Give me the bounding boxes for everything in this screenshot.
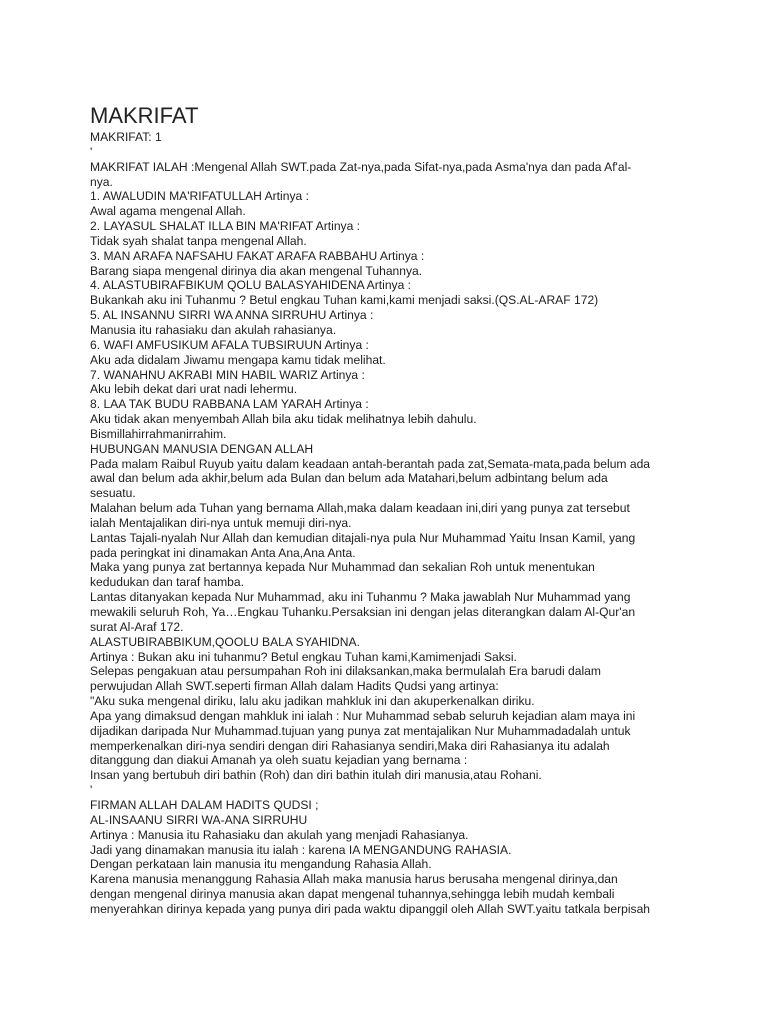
text-line: Apa yang dimaksud dengan mahkluk ini ialah : Nur Muhammad sebab seluruh kejadian alam maya ini (90, 708, 636, 723)
text-line: 5. AL INSANNU SIRRI WA ANNA SIRRUHU Artinya : (90, 308, 374, 323)
text-line: Lantas ditanyakan kepada Nur Muhammad, aku ini Tuhanmu ? Maka jawablah Nur Muhammad yang (90, 590, 631, 605)
text-line: awal dan belum ada akhir,belum ada Bulan dan belum ada Matahari,belum adbintang belum ada (90, 471, 608, 486)
text-line: Maka yang punya zat bertannya kepada Nur Muhammad dan sekalian Roh untuk menentukan (90, 560, 595, 575)
text-line: Jadi yang dinamakan manusia itu ialah : karena IA MENGANDUNG RAHASIA. (90, 842, 512, 857)
text-line: Aku lebih dekat dari urat nadi lehermu. (90, 382, 298, 397)
text-line: Bukankah aku ini Tuhanmu ? Betul engkau Tuhan kami,kami menjadi saksi.(QS.AL-ARAF 172) (90, 293, 599, 308)
text-line: 7. WANAHNU AKRABI MIN HABIL WARIZ Artinya : (90, 367, 365, 382)
text-line: FIRMAN ALLAH DALAM HADITS QUDSI ; (90, 797, 319, 812)
text-line: Bismillahirrahmanirrahim. (90, 426, 227, 441)
text-line: Tidak syah shalat tanpa mengenal Allah. (90, 233, 307, 248)
text-line: dijadikan daripada Nur Muhammad.tujuan yang punya zat mentajalikan Nur Muhammadadalah untuk (90, 723, 631, 738)
text-line: 8. LAA TAK BUDU RABBANA LAM YARAH Artinya : (90, 397, 369, 412)
text-line: Barang siapa mengenal dirinya dia akan mengenal Tuhannya. (90, 263, 423, 278)
text-line: memperkenalkan diri-nya sendiri dengan diri Rahasianya sendiri,Maka diri Rahasianya itu adalah (90, 738, 610, 753)
text-line: menyerahkan dirinya kepada yang punya diri pada waktu dipanggil oleh Allah SWT.yaitu tatkala berpisah (90, 901, 651, 916)
text-line: Manusia itu rahasiaku dan akulah rahasianya. (90, 322, 337, 337)
text-line: dengan mengenal dirinya manusia akan dapat mengenal tuhannya,sehingga lebih mudah kembali (90, 887, 615, 902)
text-line: 6. WAFI AMFUSIKUM AFALA TUBSIRUUN Artinya : (90, 337, 369, 352)
text-line: ' (90, 144, 93, 159)
text-line: Awal agama mengenal Allah. (90, 204, 246, 219)
text-line: ' (90, 783, 93, 798)
document-page (90, 102, 680, 917)
text-line: mewakili seluruh Roh, Ya…Engkau Tuhanku.Persaksian ini dengan jelas diterangkan dalam Al-Qur'an (90, 605, 636, 619)
text-line: 3. MAN ARAFA NAFSAHU FAKAT ARAFA RABBAHU Artinya : (90, 248, 425, 263)
text-line: ALASTUBIRABBIKUM,QOOLU BALA SYAHIDNA. (90, 634, 360, 649)
text-line: Pada malam Raibul Ruyub yaitu dalam keadaan antah-berantah pada zat,Semata-mata,pada belum ada (90, 456, 651, 471)
text-line: surat Al-Araf 172. (90, 619, 184, 634)
text-line: Aku tidak akan menyembah Allah bila aku tidak melihatnya lebih dahulu. (90, 412, 477, 427)
text-line: AL-INSAANU SIRRI WA-ANA SIRRUHU (90, 812, 308, 827)
text-line: Aku ada didalam Jiwamu mengapa kamu tidak melihat. (90, 352, 386, 367)
text-line: HUBUNGAN MANUSIA DENGAN ALLAH (90, 441, 314, 456)
text-line: MAKRIFAT IALAH :Mengenal Allah SWT.pada Zat-nya,pada Sifat-nya,pada Asma'nya dan pada Af'al- (90, 159, 632, 174)
text-line: 4. ALASTUBIRAFBIKUM QOLU BALASYAHIDENA Artinya : (90, 278, 412, 293)
document-body (90, 130, 680, 917)
text-line: Malahan belum ada Tuhan yang bernama Allah,maka dalam keadaan ini,diri yang punya zat tersebut (90, 501, 630, 516)
text-line: Artinya : Bukan aku ini tuhanmu? Betul engkau Tuhan kami,Kamimenjadi Saksi. (90, 649, 517, 664)
text-line: Artinya : Manusia itu Rahasiaku dan akulah yang menjadi Rahasianya. (90, 827, 469, 842)
text-line: "Aku suka mengenal diriku, lalu aku jadikan mahkluk ini dan akuperkenalkan diriku. (90, 694, 535, 709)
text-line: Selepas pengakuan atau persumpahan Roh ini dilaksankan,maka bermulalah Era barudi dalam (90, 664, 601, 679)
text-line: kedudukan dan taraf hamba. (90, 575, 244, 590)
text-line: Dengan perkataan lain manusia itu mengandung Rahasia Allah. (90, 857, 432, 872)
text-line: Karena manusia menanggung Rahasia Allah maka manusia harus berusaha mengenal dirinya,dan (90, 872, 618, 887)
text-line: 1. AWALUDIN MA'RIFATULLAH Artinya : (90, 189, 309, 204)
text-line: Insan yang bertubuh diri bathin (Roh) dan diri bathin itulah diri manusia,atau Rohani. (90, 768, 542, 783)
text-line: perwujudan Allah SWT.seperti firman Allah dalam Hadits Qudsi yang artinya: (90, 679, 499, 694)
text-line: ialah Mentajalikan diri-nya untuk memuji diri-nya. (90, 515, 352, 530)
text-line: 2. LAYASUL SHALAT ILLA BIN MA'RIFAT Artinya : (90, 219, 361, 234)
document-title: MAKRIFAT (90, 103, 199, 128)
text-line: MAKRIFAT: 1 (90, 130, 162, 144)
text-line: sesuatu. (90, 486, 136, 501)
text-line: nya. (90, 174, 113, 189)
text-line: pada peringkat ini dinamakan Anta Ana,Ana Anta. (90, 545, 356, 560)
text-line: ditanggung dan diakui Amanah ya oleh suatu kejadian yang bernama : (90, 753, 468, 768)
text-line: Lantas Tajali-nyalah Nur Allah dan kemudian ditajali-nya pula Nur Muhammad Yaitu Insan Kamil, yang (90, 530, 636, 545)
